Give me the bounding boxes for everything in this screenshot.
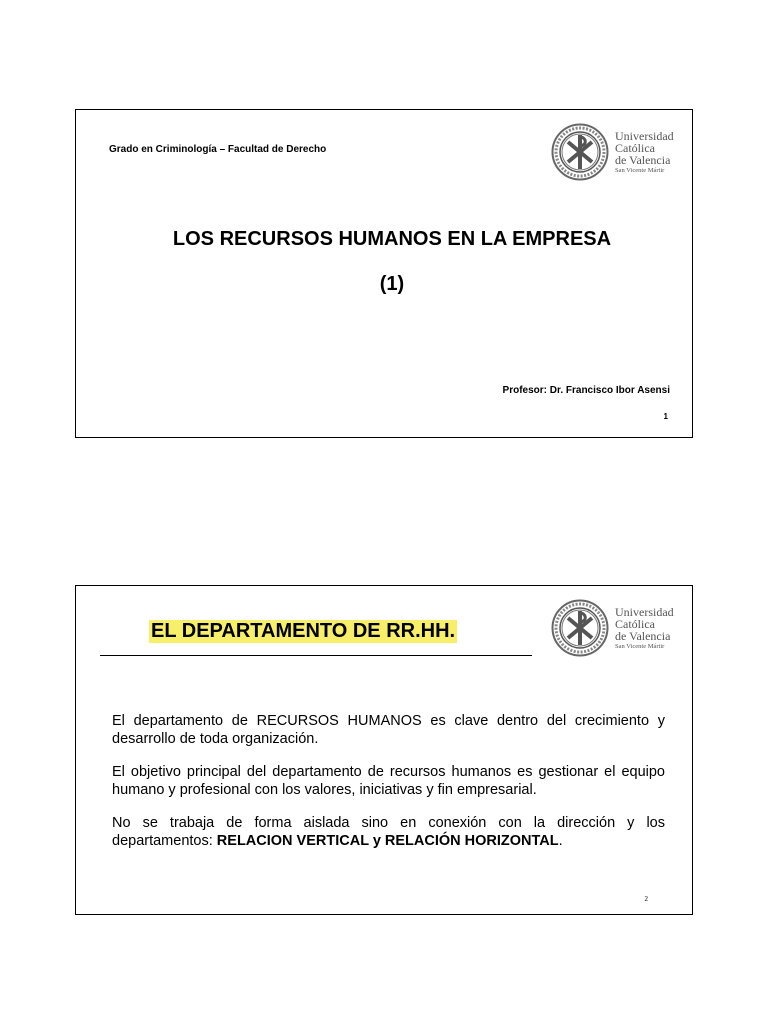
presentation-title: LOS RECURSOS HUMANOS EN LA EMPRESA — [172, 228, 612, 250]
page-number: 1 — [663, 412, 668, 421]
university-seal-icon — [551, 123, 609, 181]
paragraph-2: El objetivo principal del departamento de recursos humanos es gestionar el equipo humano y profesional con los valores, iniciativas y fin empresarial. — [112, 764, 665, 798]
professor-name: Profesor: Dr. Francisco Ibor Asensi — [502, 385, 670, 396]
slide-title: EL DEPARTAMENTO DE RR.HH. — [151, 620, 456, 642]
slide-2 — [75, 585, 693, 915]
university-seal-icon — [551, 599, 609, 657]
university-logo — [551, 599, 674, 657]
course-header: Grado en Criminología – Facultad de Derecho — [109, 144, 327, 155]
paragraph-3: No se trabaja de forma aislada sino en conexión con la dirección y los departamentos: RELACION VERTICAL y RELACIÓN HORIZONTAL. — [112, 815, 665, 849]
university-logo — [551, 123, 674, 181]
page-number: 2 — [644, 895, 648, 903]
paragraph-1: El departamento de RECURSOS HUMANOS es clave dentro del crecimiento y desarrollo de toda organización. — [112, 713, 665, 747]
slide-1 — [75, 109, 693, 438]
university-name: Universidad Católica de Valencia San Vicente Mártir — [615, 604, 674, 650]
university-name: Universidad Católica de Valencia San Vicente Mártir — [615, 128, 674, 174]
slide-body — [112, 712, 665, 865]
relation-emphasis: RELACION VERTICAL y RELACIÓN HORIZONTAL — [216, 833, 559, 849]
title-underline — [100, 655, 532, 656]
presentation-subtitle: (1) — [379, 273, 405, 295]
